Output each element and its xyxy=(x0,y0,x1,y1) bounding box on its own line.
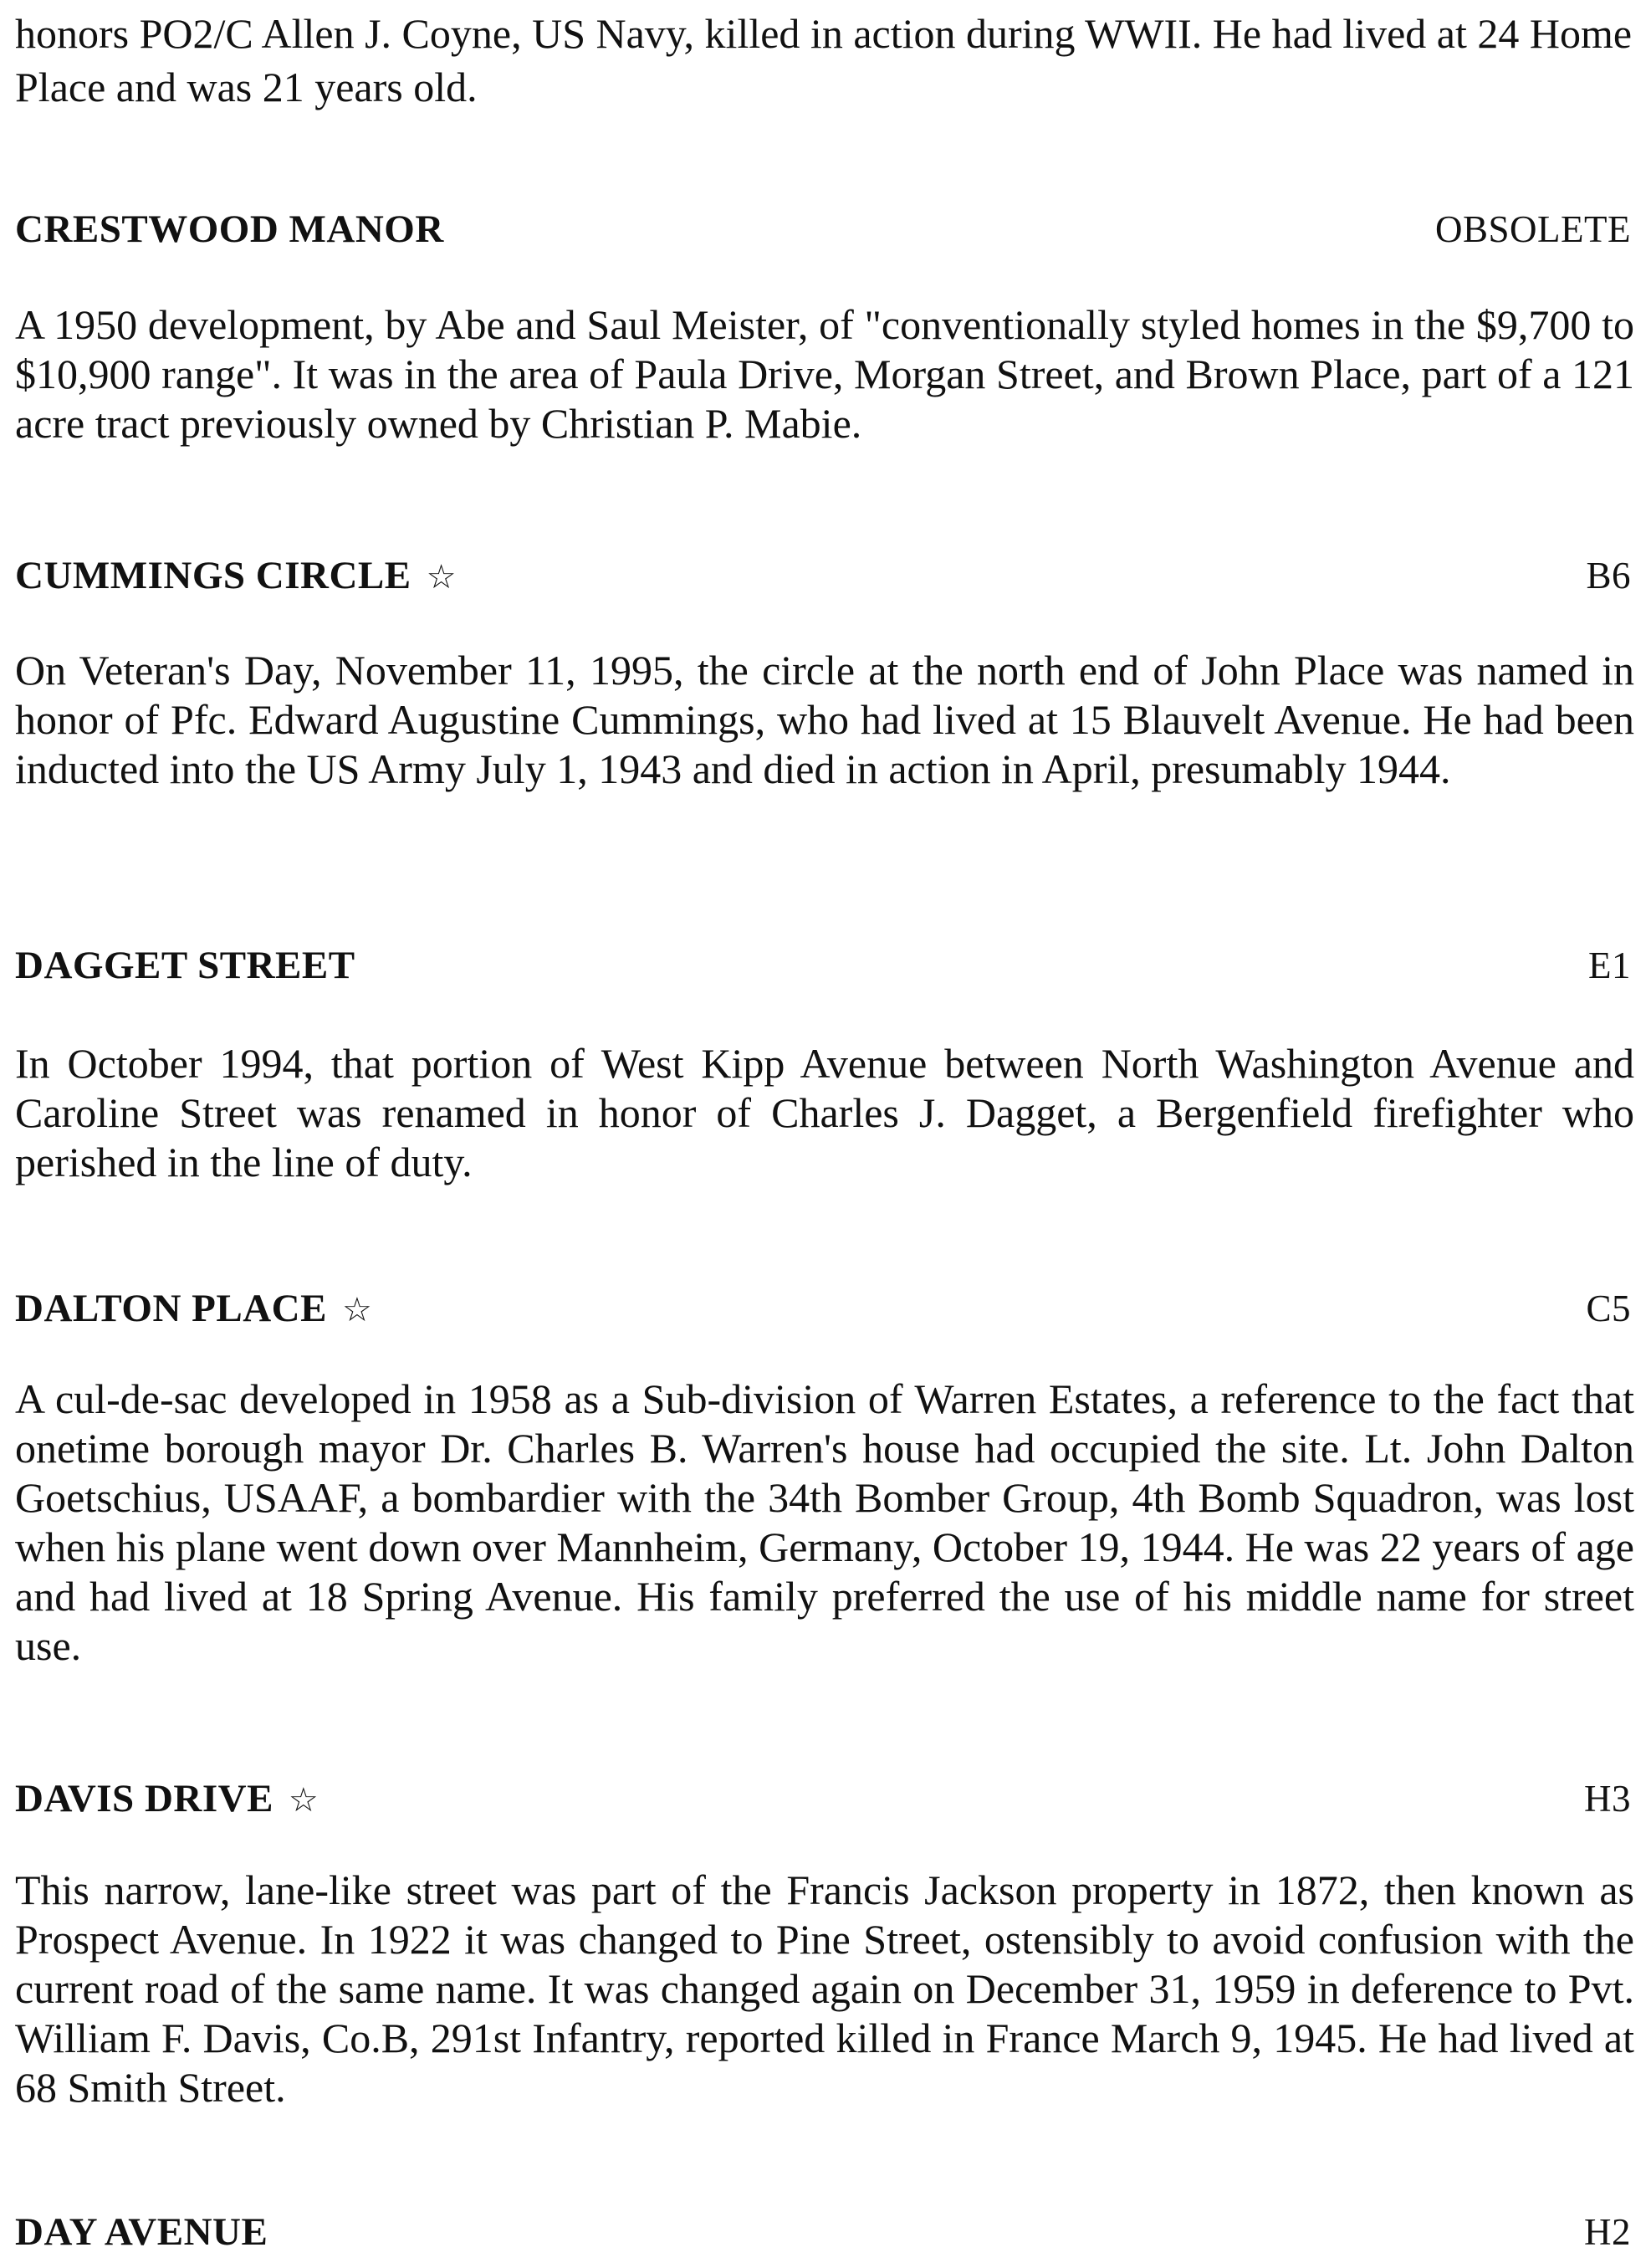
entry-body-davis-drive: This narrow, lane-like street was part of the Francis Jackson property in 1872, then known as Prospect Avenue. In 1922 it was changed to Pine Street, ostensibly to avoid confusion with the current road of the same name. It was changed again on December 31, 1959 in deference to Pvt. William F. Davis, Co.B, 291st Infantry, reported killed in France March 9, 1945. He had lived at 68 Smith Street. xyxy=(15,1866,1634,2111)
entry-name xyxy=(15,1776,319,1821)
entry-title: DALTON PLACE xyxy=(15,1287,327,1330)
entry-title: CUMMINGS CIRCLE xyxy=(15,554,411,597)
entry-body-dagget-street: In October 1994, that portion of West Kipp Avenue between North Washington Avenue and Caroline Street was renamed in honor of Charles J. Dagget, a Bergenfield firefighter who perished in the line of duty. xyxy=(15,1040,1634,1185)
entry-body-crestwood-manor: A 1950 development, by Abe and Saul Meister, of "conventionally styled homes in the $9,700 to $10,900 range". It was in the area of Paula Drive, Morgan Street, and Brown Place, part of a 121 acre tract previously owned by Christian P. Mabie. xyxy=(15,301,1634,447)
entry-title: CRESTWOOD MANOR xyxy=(15,207,444,251)
entry-name xyxy=(15,207,444,252)
grid-reference: B6 xyxy=(1586,555,1631,596)
entry-name xyxy=(15,2209,268,2255)
intro-paragraph: honors PO2/C Allen J. Coyne, US Navy, killed in action during WWII. He had lived at 24 Home Place and was 21 years old. xyxy=(15,10,1633,110)
entry-name xyxy=(15,943,355,988)
grid-reference: H3 xyxy=(1584,1778,1631,1820)
grid-reference: E1 xyxy=(1588,945,1631,986)
document-page xyxy=(15,0,1634,2254)
grid-reference: OBSOLETE xyxy=(1435,208,1631,250)
entry-heading-dalton-place xyxy=(15,1286,1634,1336)
entry-heading-day-avenue xyxy=(15,2209,1634,2260)
entry-heading-davis-drive xyxy=(15,1776,1634,1826)
entry-name xyxy=(15,1286,372,1331)
entry-title: DAGGET STREET xyxy=(15,944,355,987)
entry-heading-cummings-circle xyxy=(15,553,1634,603)
grid-reference: H2 xyxy=(1584,2211,1631,2253)
star-icon: ☆ xyxy=(426,558,457,596)
entry-title: DAY AVENUE xyxy=(15,2210,268,2254)
grid-reference: C5 xyxy=(1586,1288,1631,1329)
entry-heading-crestwood-manor xyxy=(15,207,1634,257)
entry-heading-dagget-street xyxy=(15,943,1634,993)
entry-body-cummings-circle: On Veteran's Day, November 11, 1995, the circle at the north end of John Place was named in honor of Pfc. Edward Augustine Cummings, who had lived at 15 Blauvelt Avenue. He had been inducted into the US Army July 1, 1943 and died in action in April, presumably 1944. xyxy=(15,647,1634,792)
star-icon: ☆ xyxy=(341,1291,373,1329)
entry-name xyxy=(15,553,457,598)
star-icon: ☆ xyxy=(288,1781,319,1819)
entry-body-dalton-place: A cul-de-sac developed in 1958 as a Sub-division of Warren Estates, a reference to the fact that onetime borough mayor Dr. Charles B. Warren's house had occupied the site. Lt. John Dalton Goetschius, USAAF, a bombardier with the 34th Bomber Group, 4th Bomb Squadron, was lost when his plane went down over Mannheim, Germany, October 19, 1944. He was 22 years of age and had lived at 18 Spring Avenue. His family preferred the use of his middle name for street use. xyxy=(15,1375,1634,1669)
entry-title: DAVIS DRIVE xyxy=(15,1777,273,1820)
